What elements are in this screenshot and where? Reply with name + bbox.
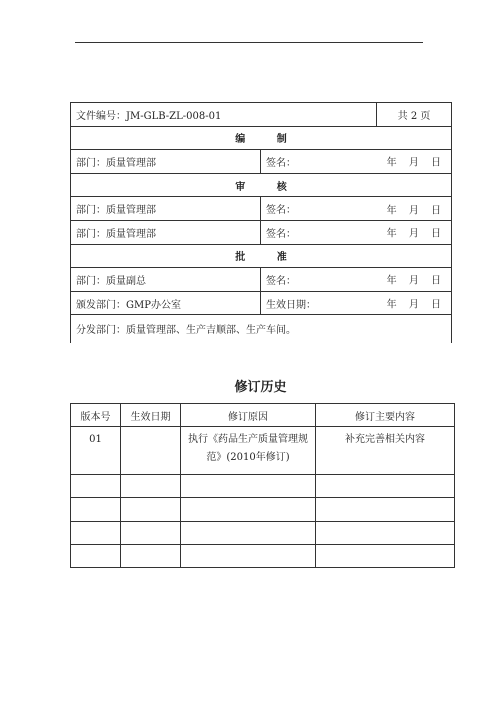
page-count: 共 2 页	[377, 103, 452, 127]
header-reason: 修订原因	[181, 404, 316, 427]
sign-label: 签名：	[266, 157, 296, 169]
compile-sign-cell	[261, 150, 452, 174]
version-cell: 01	[71, 427, 121, 475]
compile-dept: 部门：质量管理部	[71, 150, 261, 174]
review-sign-cell-1	[261, 197, 452, 221]
header-content: 修订主要内容	[316, 404, 455, 427]
date-label: 年 月 日	[386, 205, 442, 217]
section-approve: 批 准	[71, 244, 452, 268]
sign-label: 签名：	[266, 275, 296, 287]
section-compile: 编 制	[71, 126, 452, 150]
table-header-row	[71, 404, 455, 427]
reason-cell: 执行《药品生产质量管理规范》(2010年修订)	[181, 427, 316, 475]
date-label: 年 月 日	[386, 228, 442, 240]
review-dept-2: 部门：质量管理部	[71, 220, 261, 244]
content-cell: 补充完善相关内容	[316, 427, 455, 475]
approve-sign-cell	[261, 268, 452, 292]
document-control-table	[70, 102, 452, 343]
header-version: 版本号	[71, 404, 121, 427]
header-rule	[75, 42, 423, 43]
review-sign-cell-2	[261, 220, 452, 244]
approve-dept: 部门：质量副总	[71, 268, 261, 292]
section-review: 审 核	[71, 173, 452, 197]
sign-label: 签名：	[266, 205, 296, 217]
sign-label: 签名：	[266, 228, 296, 240]
distribution-dept: 分发部门：质量管理部、生产吉顺部、生产车间。	[71, 315, 452, 344]
table-row	[71, 475, 455, 498]
date-label: 年 月 日	[386, 157, 442, 169]
doc-number: 文件编号：JM-GLB-ZL-008-01	[71, 103, 377, 127]
effective-date-label: 生效日期：	[266, 299, 316, 311]
effective-date-cell	[121, 427, 181, 475]
table-row	[71, 427, 455, 475]
effective-date-cell	[261, 291, 452, 315]
table-row	[71, 521, 455, 544]
issue-dept: 颁发部门：GMP办公室	[71, 291, 261, 315]
revision-history-title: 修订历史	[234, 380, 287, 395]
review-dept-1: 部门：质量管理部	[71, 197, 261, 221]
date-label: 年 月 日	[386, 299, 442, 311]
revision-history-table	[70, 403, 455, 568]
table-row	[71, 498, 455, 521]
date-label: 年 月 日	[386, 275, 442, 287]
table-row	[71, 544, 455, 567]
header-effective-date: 生效日期	[121, 404, 181, 427]
